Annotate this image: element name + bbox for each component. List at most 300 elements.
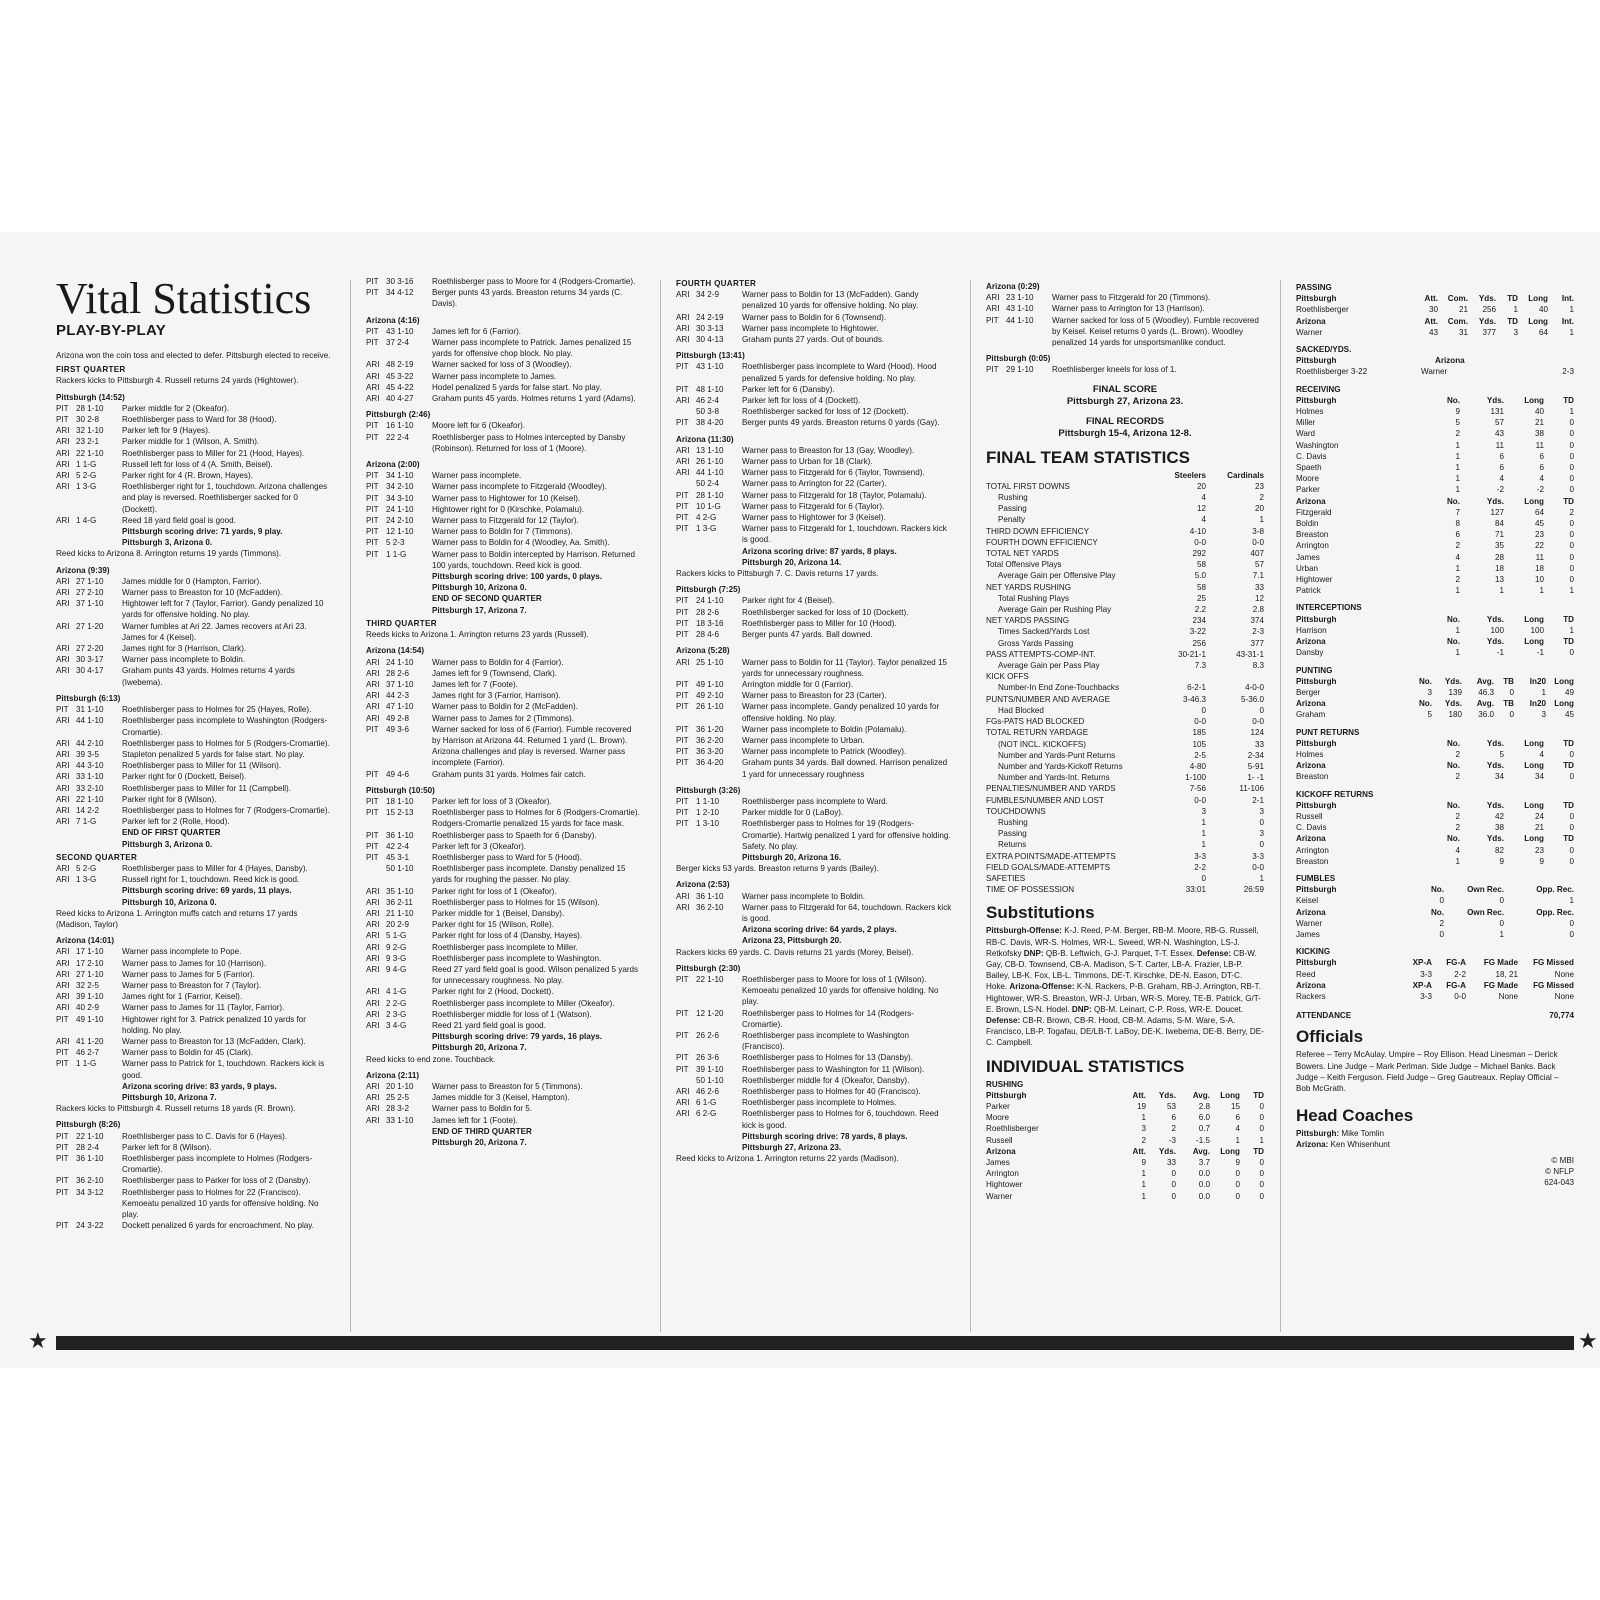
play-team: ARI xyxy=(56,947,70,957)
play-row xyxy=(366,908,642,919)
play-text: James middle for 0 (Hampton, Farrior). xyxy=(122,576,262,586)
play-team: ARI xyxy=(56,666,70,676)
play-team: ARI xyxy=(366,1093,380,1103)
play-text: Warner pass to Boldin for 5. xyxy=(432,1104,533,1114)
team-stat-label: Average Gain per Pass Play xyxy=(998,661,1100,671)
play-team: ARI xyxy=(366,964,380,974)
play-text: James left for 6 (Farrior). xyxy=(432,326,522,336)
play-row xyxy=(56,515,332,526)
play-down: 4 1-G xyxy=(386,987,407,997)
stat-value: 71 xyxy=(1494,530,1504,540)
play-team: PIT xyxy=(676,808,689,818)
play-text: Warner pass to Fitzgerald for 1, touchdown. Rackers kick is good. xyxy=(742,524,947,545)
stat-row xyxy=(1296,687,1574,698)
stat-value: None xyxy=(1554,969,1574,979)
play-row xyxy=(676,701,952,723)
stat-value: 100 xyxy=(1490,625,1504,635)
play-down: 1 4-G xyxy=(76,515,97,525)
team-label: Pittsburgh xyxy=(1296,885,1337,895)
play-team: PIT xyxy=(676,758,689,768)
stat-row xyxy=(986,1135,1264,1146)
play-text: Warner pass incomplete to Fitzgerald (Woodley). xyxy=(432,482,607,492)
team-stat-row xyxy=(986,593,1264,604)
player-name: Reed xyxy=(1296,969,1316,979)
attendance-label: ATTENDANCE xyxy=(1296,1011,1352,1021)
player-name: Warner xyxy=(1296,918,1323,928)
stat-value: None xyxy=(1554,991,1574,1001)
team-label: Arizona xyxy=(1296,907,1326,917)
score-line: Pittsburgh 3, Arizona 0. xyxy=(122,839,213,849)
play-text: Parker middle for 1 (Beisel, Dansby). xyxy=(432,908,565,918)
cardinals-value: 5-91 xyxy=(1247,761,1264,771)
stat-section-label: KICKOFF RETURNS xyxy=(1296,789,1374,799)
play-team: PIT xyxy=(676,679,689,689)
substitution-list: QB-M. Leinart, C-P. Ross, WR-E. Doucet. xyxy=(1091,1004,1244,1014)
play-row xyxy=(56,587,332,598)
stat-value: 377 xyxy=(1482,327,1496,337)
play-text: Roethlisberger sacked for loss of 10 (Dockett). xyxy=(742,607,909,617)
stat-row xyxy=(1296,304,1574,315)
play-row xyxy=(676,629,952,640)
play-down: 39 1-10 xyxy=(696,1064,724,1074)
substitution-list: CB-R. Brown, CB-R. Hood, CB-M. Adams, S-M. Ware, S-A. Francisco, LB-P. Togafau, DE/LB-T. LaBoy, DE-K. Iwebema, DE-B. Berry, DE-C. Campbell. xyxy=(986,1015,1264,1048)
cardinals-value: 33 xyxy=(1254,739,1264,749)
play-team: ARI xyxy=(986,293,1000,303)
stat-value: 2 xyxy=(1141,1135,1146,1145)
stat-value: 4 xyxy=(1455,552,1460,562)
team-stat-label: TOTAL FIRST DOWNS xyxy=(986,481,1070,491)
stat-value: 1 xyxy=(1569,625,1574,635)
stat-value: 40 xyxy=(1538,305,1548,315)
play-row xyxy=(56,654,332,665)
play-row xyxy=(366,724,642,769)
kickoff-note: Reed kicks to end zone. Touchback. xyxy=(366,1054,496,1064)
play-text: Berger punts 43 yards. Breaston returns 34 yards (C. Davis). xyxy=(432,288,623,309)
player-name: James xyxy=(1296,929,1320,939)
play-text: Roethlisberger pass incomplete to Ward (Hood). Hood penalized 5 yards for defensive holding. No play. xyxy=(742,362,937,383)
play-team: ARI xyxy=(56,621,70,631)
intro-text: Arizona won the coin toss and elected to defer. Pittsburgh elected to receive. xyxy=(56,351,331,360)
stat-value: 49 xyxy=(1564,687,1574,697)
stat-value: 0 xyxy=(1569,918,1574,928)
play-row xyxy=(676,607,952,618)
stat-value: 1 xyxy=(1569,586,1574,596)
stat-value: 0 xyxy=(1259,1124,1264,1134)
substitutions-heading: Substitutions xyxy=(986,903,1095,923)
play-text: Warner pass incomplete. xyxy=(432,471,522,481)
drive-heading: Pittsburgh (13:41) xyxy=(676,351,745,361)
play-down: 39 3-5 xyxy=(76,749,99,759)
cardinals-value: 0-0 xyxy=(1252,537,1264,547)
team-stat-label: Passing xyxy=(998,504,1027,514)
column-header: TD xyxy=(1253,1146,1264,1156)
play-text: Roethlisberger pass incomplete to Holmes. xyxy=(742,1098,897,1108)
player-name: Rackers xyxy=(1296,991,1326,1001)
stat-value: 46.3 xyxy=(1478,687,1494,697)
team-label: Pittsburgh xyxy=(1296,294,1337,304)
cardinals-value: 5-36.0 xyxy=(1241,694,1264,704)
play-text: Roethlisberger pass incomplete to Miller. xyxy=(432,942,578,952)
play-down: 5 1-G xyxy=(386,931,407,941)
team-label: Pittsburgh xyxy=(1296,958,1337,968)
stat-value: 6 xyxy=(1539,451,1544,461)
play-team: PIT xyxy=(676,524,689,534)
coach-arizona: Arizona: Ken Whisenhunt xyxy=(1296,1140,1391,1150)
team-stat-row xyxy=(986,481,1264,492)
stat-header-row xyxy=(1296,884,1574,895)
stat-value: 3 xyxy=(1141,1124,1146,1134)
play-team: PIT xyxy=(366,288,379,298)
play-down: 44 2-10 xyxy=(76,738,104,748)
play-text: Warner pass to Breaston for 7 (Taylor). xyxy=(122,980,262,990)
stat-value: 0 xyxy=(1569,811,1574,821)
column-header: Com. xyxy=(1447,316,1468,326)
play-text: Roethlisberger pass incomplete to Miller (Okeafor). xyxy=(432,998,615,1008)
column-header: No. xyxy=(1446,395,1460,405)
play-row xyxy=(56,1002,332,1013)
stat-value: 5 xyxy=(1455,418,1460,428)
steelers-value: 4-80 xyxy=(1189,761,1206,771)
stat-value: 2 xyxy=(1569,507,1574,517)
play-text: Parker right for 4 (Beisel). xyxy=(742,596,835,606)
substitution-group-label: Defense: xyxy=(986,1015,1021,1025)
play-down: 32 1-10 xyxy=(76,426,104,436)
play-down: 27 2-20 xyxy=(76,644,104,654)
column-header: TD xyxy=(1507,294,1518,304)
stat-value: 0 xyxy=(1569,929,1574,939)
steelers-value: 2-2 xyxy=(1194,862,1206,872)
stat-value: 42 xyxy=(1494,811,1504,821)
team-stat-label: Average Gain per Rushing Play xyxy=(998,605,1112,615)
player-name: Dansby xyxy=(1296,648,1324,658)
team-stat-label: PUNTS/NUMBER AND AVERAGE xyxy=(986,694,1110,704)
play-text: Reed 18 yard field goal is good. xyxy=(122,515,236,525)
play-down: 41 1-20 xyxy=(76,1036,104,1046)
column-header: Com. xyxy=(1447,294,1468,304)
stat-row xyxy=(986,1168,1264,1179)
play-down: 6 2-G xyxy=(696,1109,717,1119)
team-stat-label: Number and Yards-Int. Returns xyxy=(998,773,1110,783)
play-team: ARI xyxy=(56,426,70,436)
play-down: 22 1-10 xyxy=(696,974,724,984)
play-team: ARI xyxy=(56,863,70,873)
play-down: 29 1-10 xyxy=(1006,365,1034,375)
score-line: Pittsburgh 10, Arizona 0. xyxy=(122,897,217,907)
play-team: PIT xyxy=(366,471,379,481)
play-text: Roethlisberger middle for 4 (Okeafor, Dansby). xyxy=(742,1075,910,1085)
play-team: ARI xyxy=(366,1021,380,1030)
team-label: Pittsburgh xyxy=(1296,395,1337,405)
player-name: Miller xyxy=(1296,418,1316,428)
play-row xyxy=(56,1187,332,1221)
player-name: Warner xyxy=(1421,367,1448,377)
stat-value: -1 xyxy=(1496,648,1504,658)
stat-row xyxy=(1296,406,1574,417)
play-row xyxy=(56,1153,332,1175)
play-team: ARI xyxy=(366,1082,380,1092)
play-row xyxy=(366,326,642,337)
stat-value: 6 xyxy=(1499,463,1504,473)
team-stat-row xyxy=(986,862,1264,873)
play-text: Warner pass to Urban for 18 (Clark). xyxy=(742,457,873,467)
substitution-list: K-N. Rackers, P-B. Graham, RB-J. Arrington, RB-T. Hightower, WR-S. Breaston, WR-J. Urban, WR-S. Morey, TE-B. Patrick, G/T-E. Brown, LS-N. Hodel. xyxy=(986,982,1261,1014)
column-header: XP-A xyxy=(1412,980,1432,990)
stat-row xyxy=(1296,440,1574,451)
stat-section-label: KICKING xyxy=(1296,947,1331,957)
column-header: No. xyxy=(1446,800,1460,810)
column-header: FG Missed xyxy=(1533,958,1574,968)
play-down: 47 1-10 xyxy=(386,702,414,712)
cardinals-value: 3-3 xyxy=(1252,851,1264,861)
play-row xyxy=(676,595,952,606)
stat-value: 0 xyxy=(1259,1101,1264,1111)
steelers-value: 0-0 xyxy=(1194,795,1206,805)
steelers-value: 58 xyxy=(1196,582,1206,592)
play-down: 35 1-10 xyxy=(386,886,414,896)
player-name: Arrington xyxy=(1296,845,1329,855)
play-down: 36 1-10 xyxy=(696,891,724,901)
play-down: 9 3-G xyxy=(386,953,407,963)
stat-row xyxy=(986,1157,1264,1168)
stat-value: 3.7 xyxy=(1198,1158,1210,1167)
play-row xyxy=(366,679,642,690)
steelers-value: 25 xyxy=(1196,593,1206,603)
play-text: Warner fumbles at Ari 22. James recovers at Ari 23. James for 4 (Keisel). xyxy=(122,621,307,642)
score-line: Arizona scoring drive: 64 yards, 2 plays. xyxy=(742,925,897,935)
stat-row xyxy=(1296,484,1574,495)
play-team: PIT xyxy=(676,490,689,500)
play-down: 28 2-6 xyxy=(386,668,409,678)
play-text: Roethlisberger right for 1, touchdown. Arizona challenges and play is reversed. Roethlisberger sacked for 0 (Dockett). xyxy=(122,482,328,514)
steelers-value: 6-2-1 xyxy=(1187,683,1206,693)
team-a-header: Steelers xyxy=(1174,470,1206,480)
play-text: Roethlisberger kneels for loss of 1. xyxy=(1052,365,1177,375)
player-name: James xyxy=(986,1158,1010,1167)
play-team: ARI xyxy=(676,1109,690,1119)
stat-row xyxy=(986,1179,1264,1190)
steelers-value: 185 xyxy=(1192,728,1206,738)
stat-value: None xyxy=(1498,991,1518,1001)
play-text: Roethlisberger sacked for loss of 12 (Dockett). xyxy=(742,407,909,417)
play-team: ARI xyxy=(366,908,380,918)
stat-header-row xyxy=(1296,833,1574,844)
final-records: Pittsburgh 15-4, Arizona 12-8. xyxy=(1058,427,1192,439)
play-team: ARI xyxy=(56,655,70,665)
team-stat-label: PASS ATTEMPTS-COMP-INT. xyxy=(986,649,1096,659)
column-header: Own Rec. xyxy=(1467,885,1504,895)
play-down: 14 2-2 xyxy=(76,805,99,815)
play-text: Roethlisberger pass to Miller for 11 (Campbell). xyxy=(122,783,291,793)
play-row xyxy=(56,459,332,470)
play-row xyxy=(366,287,642,309)
steelers-value: 234 xyxy=(1192,616,1206,626)
player-name: Hightower xyxy=(1296,575,1333,585)
team-label: Pittsburgh xyxy=(1296,800,1337,810)
team-stat-label: FOURTH DOWN EFFICIENCY xyxy=(986,537,1098,547)
play-team: ARI xyxy=(366,897,380,907)
drive-heading: Arizona (14:54) xyxy=(366,646,425,656)
column-divider xyxy=(1280,280,1281,1332)
stat-value: 2 xyxy=(1455,772,1460,782)
play-down: 30 4-17 xyxy=(76,666,104,676)
stat-value: 18 xyxy=(1494,563,1504,573)
score-line: Pittsburgh scoring drive: 71 yards, 9 play. xyxy=(122,527,283,537)
column-header: TD xyxy=(1507,316,1518,326)
play-row xyxy=(676,818,952,852)
column-header: Long xyxy=(1528,316,1548,326)
play-row xyxy=(56,783,332,794)
player-name: Graham xyxy=(1296,710,1326,720)
column-header: Avg. xyxy=(1476,699,1494,709)
play-down: 49 3-6 xyxy=(386,724,409,734)
substitution-group-label: DNP: xyxy=(1071,1004,1092,1014)
play-row xyxy=(56,794,332,805)
drive-heading: Pittsburgh (8:26) xyxy=(56,1120,121,1130)
play-row xyxy=(56,1220,332,1231)
stat-value: 1 xyxy=(1455,648,1460,658)
play-down: 42 2-4 xyxy=(386,841,409,851)
stat-value: 1 xyxy=(1455,451,1460,461)
play-team: ARI xyxy=(676,457,690,467)
bottom-rule xyxy=(56,1336,1574,1350)
player-name: Roethlisberger 3-22 xyxy=(1296,367,1368,377)
play-row xyxy=(366,841,642,852)
play-team: PIT xyxy=(366,516,379,526)
play-text: Warner pass to Boldin for 2 (McFadden). xyxy=(432,702,578,712)
play-list xyxy=(676,278,952,1164)
play-down: 36 1-10 xyxy=(76,1154,104,1164)
play-row xyxy=(986,292,1264,303)
play-down: 28 2-4 xyxy=(76,1142,99,1152)
stat-value: 1 xyxy=(1455,856,1460,866)
stat-value: 0 xyxy=(1569,856,1574,866)
stat-value: 38 xyxy=(1534,429,1544,439)
stat-section-label: INTERCEPTIONS xyxy=(1296,603,1362,613)
play-row xyxy=(676,746,952,757)
team-label: Pittsburgh xyxy=(1296,614,1337,624)
column-header: Long xyxy=(1554,699,1574,709)
play-row xyxy=(676,417,952,428)
steelers-value: 2.2 xyxy=(1194,605,1206,615)
play-row xyxy=(56,621,332,643)
play-row xyxy=(56,946,332,957)
play-row xyxy=(676,323,952,334)
play-row xyxy=(56,448,332,459)
stat-value: 2 xyxy=(1455,811,1460,821)
column-divider xyxy=(350,280,351,1332)
play-down: 5 2-G xyxy=(76,471,97,481)
stat-row xyxy=(1296,771,1574,782)
play-text: Warner pass incomplete to James. xyxy=(432,371,557,381)
play-team: ARI xyxy=(56,437,70,447)
score-line: Pittsburgh 20, Arizona 7. xyxy=(432,1043,527,1053)
cardinals-value: 1 xyxy=(1259,515,1264,525)
player-name: Moore xyxy=(1296,474,1319,484)
play-text: Warner pass to James for 2 (Timmons). xyxy=(432,713,574,723)
star-icon: ★ xyxy=(28,1328,48,1353)
play-team: ARI xyxy=(366,691,380,701)
play-team: ARI xyxy=(56,644,70,654)
play-row xyxy=(56,863,332,874)
final-score: Pittsburgh 27, Arizona 23. xyxy=(1066,395,1184,407)
steelers-value: 0-0 xyxy=(1194,717,1206,727)
cardinals-value: 2 xyxy=(1259,493,1264,503)
kickoff-note: Reed kicks to Arizona 1. Arrington returns 22 yards (Madison). xyxy=(676,1154,899,1164)
play-text: Roethlisberger pass incomplete to Washington (Francisco). xyxy=(742,1031,910,1052)
stat-value: 256 xyxy=(1482,305,1496,315)
play-row xyxy=(366,537,642,548)
play-row xyxy=(366,886,642,897)
play-row xyxy=(676,312,952,323)
play-down: 33 1-10 xyxy=(386,1115,414,1125)
team-stat-row xyxy=(986,582,1264,593)
stat-row xyxy=(1296,895,1574,906)
stat-header-row xyxy=(1296,698,1574,709)
stat-value: 1 xyxy=(1541,687,1546,697)
play-team: PIT xyxy=(56,1131,69,1141)
stat-value: 9 xyxy=(1539,856,1544,866)
play-team: ARI xyxy=(56,794,70,804)
stat-value: 34 xyxy=(1494,772,1504,782)
play-text: Warner pass to Boldin for 6 (Townsend). xyxy=(742,312,887,322)
play-row xyxy=(56,1014,332,1036)
play-text: Parker middle for 0 (LaBoy). xyxy=(742,808,844,818)
play-down: 22 1-10 xyxy=(76,448,104,458)
page-title: Vital Statistics xyxy=(56,276,312,323)
play-row xyxy=(676,1086,952,1097)
play-row xyxy=(986,303,1264,314)
play-team: ARI xyxy=(56,448,70,458)
play-team: PIT xyxy=(676,513,689,523)
play-row xyxy=(56,749,332,760)
play-down: 44 2-3 xyxy=(386,691,409,701)
team-stat-row xyxy=(986,884,1264,895)
play-text: James left for 9 (Townsend, Clark). xyxy=(432,668,558,678)
play-text: Warner pass to James for 10 (Harrison). xyxy=(122,958,267,968)
play-down: 24 2-10 xyxy=(386,516,414,526)
player-name: Harrison xyxy=(1296,625,1327,635)
play-row xyxy=(56,1142,332,1153)
drive-heading: Pittsburgh (2:46) xyxy=(366,410,431,420)
player-name: Keisel xyxy=(1296,896,1319,906)
stat-row xyxy=(1296,845,1574,856)
play-text: Graham punts 45 yards. Holmes returns 1 yard (Adams). xyxy=(432,394,636,404)
cardinals-value: 2-3 xyxy=(1252,627,1264,637)
stat-value: -2 xyxy=(1496,485,1504,495)
play-down: 18 3-16 xyxy=(696,618,724,628)
play-down: 45 3-22 xyxy=(386,371,414,381)
team-stat-label: NET YARDS RUSHING xyxy=(986,582,1071,592)
play-team: PIT xyxy=(366,830,379,840)
steelers-value: 4-10 xyxy=(1189,526,1206,536)
play-row xyxy=(366,769,642,780)
play-text: Roethlisberger pass to Holmes for 22 (Francisco). Kemoeatu penalized 10 yards for offensive holding. No play. xyxy=(122,1187,319,1220)
statistics-page xyxy=(0,232,1600,1368)
stat-value: 1 xyxy=(1455,625,1460,635)
player-name: Russell xyxy=(1296,811,1323,821)
team-stat-row xyxy=(986,761,1264,772)
team-stat-label: SAFETIES xyxy=(986,873,1026,883)
cardinals-value: 8.3 xyxy=(1252,661,1264,671)
play-row xyxy=(366,964,642,986)
play-down: 49 1-10 xyxy=(696,679,724,689)
substitutions-text xyxy=(986,925,1264,1048)
play-team: PIT xyxy=(676,702,689,712)
stat-value: 22 xyxy=(1534,541,1544,551)
stat-header-row xyxy=(1296,980,1574,991)
stat-value: 0 xyxy=(1499,896,1504,906)
play-row xyxy=(676,974,952,1008)
